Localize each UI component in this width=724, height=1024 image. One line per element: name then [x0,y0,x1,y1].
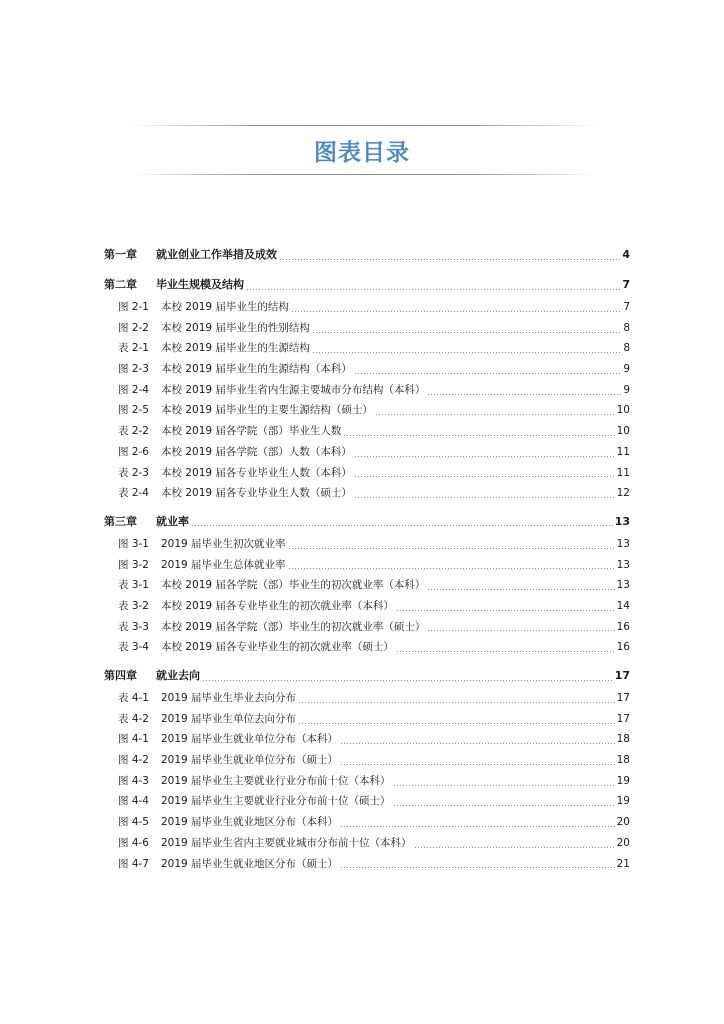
toc-entry[interactable] [104,771,630,792]
table-of-contents [104,243,630,874]
toc-entry[interactable] [104,791,630,812]
toc-entry[interactable] [104,297,630,318]
chapter-title: 就业创业工作举措及成效 [156,248,277,261]
entry-label: 图 2-2 [118,321,149,334]
toc-chapter[interactable] [104,510,630,534]
entry-title: 本校 2019 届毕业生的生源结构 [161,342,310,355]
entry-title: 2019 届毕业生就业单位分布（硕士） [161,754,339,767]
dot-leader [427,589,614,590]
entry-label: 表 2-2 [118,425,149,438]
dot-leader [354,476,615,477]
dot-leader [354,373,621,374]
title-bottom-rule [128,174,600,175]
entry-page-number: 8 [623,342,630,355]
toc-entry[interactable] [104,709,630,730]
toc-entry[interactable] [104,463,630,484]
toc-entry[interactable] [104,338,630,359]
dot-leader [298,723,615,724]
entry-title: 本校 2019 届各专业毕业生人数（本科） [161,466,352,479]
entry-title: 本校 2019 届毕业生的结构 [161,301,289,313]
dot-leader [340,743,615,744]
chapter-page-number: 13 [614,514,630,528]
entry-title: 本校 2019 届各专业毕业生人数（硕士） [161,487,352,500]
entry-page-number: 20 [616,836,630,849]
entry-page-number: 20 [616,816,630,829]
dot-leader [191,525,613,526]
dot-leader [298,702,615,703]
entry-title: 2019 届毕业生省内主要就业城市分布前十位（本科） [161,836,412,849]
chapter-page-number: 7 [622,278,630,291]
dot-leader [279,259,620,260]
dot-leader [343,435,614,436]
entry-label: 图 4-7 [118,857,149,870]
entry-label: 表 2-1 [118,342,149,355]
entry-title: 本校 2019 届各学院（部）毕业生的初次就业率（硕士） [161,620,426,633]
entry-title: 本校 2019 届毕业生省内生源主要城市分布结构（本科） [161,383,426,396]
chapter-number: 第三章 [104,514,137,528]
entry-page-number: 18 [616,754,630,767]
toc-entry[interactable] [104,318,630,339]
entry-title: 2019 届毕业生主要就业行业分布前十位（硕士） [161,795,391,808]
entry-label: 图 4-2 [118,754,149,767]
entry-label: 图 4-3 [118,774,149,787]
dot-leader [427,394,621,395]
toc-entry[interactable] [104,534,630,555]
toc-chapter[interactable] [104,664,630,688]
title-top-rule [128,125,600,126]
entry-title: 本校 2019 届毕业生的生源结构（本科） [161,363,352,376]
entry-page-number: 13 [616,558,630,571]
toc-entry[interactable] [104,729,630,750]
entry-title: 本校 2019 届各学院（部）毕业生的初次就业率（本科） [161,579,426,592]
entry-page-number: 14 [616,599,630,612]
entry-label: 图 3-2 [118,558,149,571]
entry-page-number: 12 [616,487,630,500]
entry-label: 图 2-3 [118,363,149,376]
toc-entry[interactable] [104,555,630,576]
dot-leader [202,680,613,681]
entry-page-number: 9 [623,383,630,396]
entry-label: 图 4-5 [118,816,149,829]
entry-label: 图 4-4 [118,795,149,808]
entry-title: 2019 届毕业生就业单位分布（本科） [161,733,339,746]
dot-leader [291,311,621,312]
entry-title: 本校 2019 届各专业毕业生的初次就业率（本科） [161,599,394,612]
chapter-page-number: 17 [614,669,630,682]
chapter-number: 第二章 [104,278,137,291]
entry-page-number: 21 [616,857,630,870]
dot-leader [288,568,615,569]
entry-page-number: 13 [616,579,630,592]
entry-page-number: 17 [616,692,630,704]
entry-page-number: 11 [616,466,630,479]
dot-leader [354,497,615,498]
dot-leader [312,332,621,333]
entry-label: 图 4-1 [118,733,149,746]
toc-entry[interactable] [104,359,630,380]
chapter-page-number: 4 [622,248,630,261]
dot-leader [375,414,615,415]
entry-title: 本校 2019 届各学院（部）人数（本科） [161,445,352,458]
dot-leader [427,630,614,631]
dot-leader [288,548,615,549]
entry-title: 本校 2019 届毕业生的性别结构 [161,321,310,334]
entry-page-number: 16 [616,641,630,654]
entry-page-number: 7 [623,301,630,313]
entry-page-number: 16 [616,620,630,633]
toc-entry[interactable] [104,380,630,401]
entry-label: 图 2-4 [118,383,149,396]
toc-entry[interactable] [104,833,630,854]
entry-page-number: 13 [616,537,630,550]
entry-label: 表 3-2 [118,599,149,612]
entry-page-number: 11 [616,445,630,458]
entry-page-number: 19 [616,774,630,787]
entry-title: 2019 届毕业生总体就业率 [161,558,286,571]
dot-leader [414,847,615,848]
entry-page-number: 18 [616,733,630,746]
chapter-title: 就业率 [156,514,189,528]
entry-label: 表 3-1 [118,579,149,592]
toc-chapter[interactable] [104,243,630,267]
page-title: 图表目录 [314,140,410,166]
toc-entry[interactable] [104,400,630,421]
entry-page-number: 10 [616,425,630,438]
dot-leader [312,352,621,353]
toc-entry[interactable] [104,483,630,504]
dot-leader [340,826,615,827]
toc-entry[interactable] [104,688,630,709]
toc-entry[interactable] [104,442,630,463]
entry-label: 图 3-1 [118,537,149,550]
entry-page-number: 9 [623,363,630,376]
entry-label: 图 2-5 [118,404,149,417]
dot-leader [393,785,615,786]
toc-entry[interactable] [104,575,630,596]
dot-leader [340,764,615,765]
entry-label: 表 2-3 [118,466,149,479]
toc-entry[interactable] [104,854,630,875]
toc-entry[interactable] [104,750,630,771]
chapter-number: 第一章 [104,248,137,261]
entry-page-number: 8 [623,321,630,334]
chapter-title: 就业去向 [156,669,200,682]
entry-title: 2019 届毕业生初次就业率 [161,537,286,550]
chapter-title: 毕业生规模及结构 [156,278,244,291]
entry-page-number: 19 [616,795,630,808]
entry-title: 2019 届毕业生就业地区分布（本科） [161,816,339,829]
entry-title: 2019 届毕业生毕业去向分布 [161,692,297,704]
entry-title: 2019 届毕业生主要就业行业分布前十位（本科） [161,774,391,787]
toc-entry[interactable] [104,812,630,833]
chapter-number: 第四章 [104,669,137,682]
toc-entry[interactable] [104,596,630,617]
toc-entry[interactable] [104,637,630,658]
entry-page-number: 17 [616,712,630,725]
dot-leader [340,867,615,868]
dot-leader [246,289,620,290]
dot-leader [354,456,615,457]
dot-leader [393,805,615,806]
toc-entry[interactable] [104,421,630,442]
entry-label: 图 4-6 [118,836,149,849]
entry-title: 本校 2019 届各专业毕业生的初次就业率（硕士） [161,641,394,654]
entry-title: 本校 2019 届各学院（部）毕业生人数 [161,425,342,438]
toc-entry[interactable] [104,617,630,638]
entry-title: 2019 届毕业生就业地区分布（硕士） [161,857,339,870]
entry-label: 表 2-4 [118,487,149,500]
entry-title: 2019 届毕业生单位去向分布 [161,712,297,725]
dot-leader [396,651,615,652]
entry-label: 表 3-3 [118,620,149,633]
entry-label: 表 3-4 [118,641,149,654]
toc-chapter[interactable] [104,273,630,297]
entry-label: 表 4-2 [118,712,149,725]
entry-page-number: 10 [616,404,630,417]
entry-label: 表 4-1 [118,692,149,704]
dot-leader [396,610,615,611]
entry-label: 图 2-6 [118,445,149,458]
entry-title: 本校 2019 届毕业生的主要生源结构（硕士） [161,404,373,417]
entry-label: 图 2-1 [118,301,149,313]
